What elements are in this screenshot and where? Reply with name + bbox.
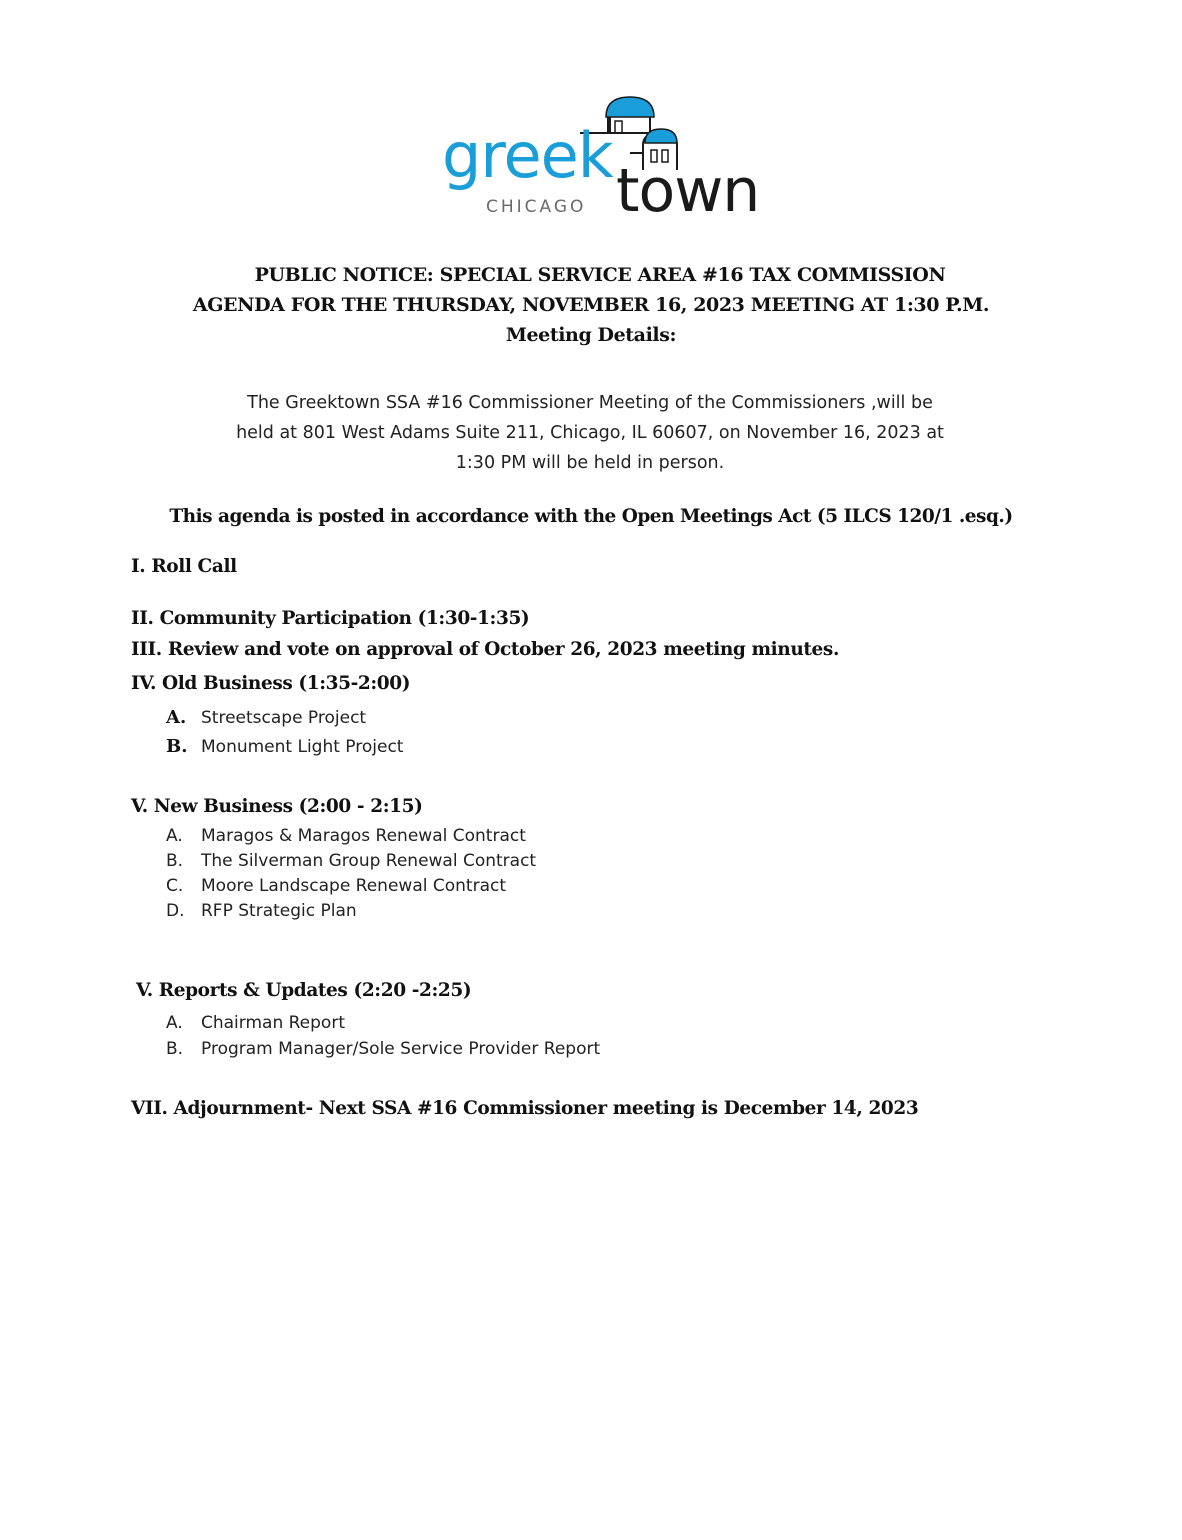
list-item — [166, 1036, 600, 1062]
item-text: The Silverman Group Renewal Contract — [201, 851, 537, 871]
item-letter: A. — [166, 1013, 183, 1033]
old-business-heading: IV. Old Business (1:35-2:00) — [131, 673, 411, 694]
adjournment-heading: VII. Adjournment- Next SSA #16 Commissioner meeting is December 14, 2023 — [131, 1098, 919, 1119]
item-letter: B. — [166, 1039, 184, 1059]
community-participation-heading: II. Community Participation (1:30-1:35) — [131, 608, 530, 629]
list-item — [166, 873, 506, 899]
item-text: Streetscape Project — [201, 708, 367, 728]
list-item — [166, 705, 366, 731]
details-line2: held at 801 West Adams Suite 211, Chicago, IL 60607, on November 16, 2023 at — [236, 423, 944, 443]
item-letter: A. — [166, 707, 187, 728]
item-text: RFP Strategic Plan — [201, 901, 357, 921]
meeting-details-heading: Meeting Details: — [505, 324, 677, 346]
list-item — [166, 734, 403, 760]
list-item — [166, 898, 357, 924]
item-letter: A. — [166, 826, 183, 846]
open-meetings-notice: This agenda is posted in accordance with the Open Meetings Act (5 ILCS 120/1 .esq.) — [169, 506, 1013, 527]
logo-chicago-text: CHICAGO — [486, 197, 587, 217]
notice-heading-line2: AGENDA FOR THE THURSDAY, NOVEMBER 16, 2023 MEETING AT 1:30 P.M. — [192, 294, 990, 316]
roll-call-heading: I. Roll Call — [131, 556, 237, 577]
list-item — [166, 823, 526, 849]
logo-town-text: town — [616, 156, 760, 226]
greektown-logo — [440, 95, 770, 225]
item-text: Chairman Report — [201, 1013, 345, 1033]
new-business-heading: V. New Business (2:00 - 2:15) — [131, 796, 423, 817]
meeting-details-paragraph — [190, 388, 990, 478]
review-minutes-heading: III. Review and vote on approval of October 26, 2023 meeting minutes. — [131, 639, 839, 660]
reports-updates-heading: V. Reports & Updates (2:20 -2:25) — [136, 980, 472, 1001]
item-letter: D. — [166, 901, 185, 921]
details-line3: 1:30 PM will be held in person. — [455, 453, 725, 473]
item-text: Monument Light Project — [201, 737, 404, 757]
item-text: Moore Landscape Renewal Contract — [201, 876, 506, 896]
item-text: Maragos & Maragos Renewal Contract — [201, 826, 526, 846]
list-item — [166, 848, 536, 874]
logo-greek-text: greek — [442, 119, 613, 192]
item-letter: B. — [166, 736, 188, 757]
list-item — [166, 1010, 345, 1036]
item-text: Program Manager/Sole Service Provider Report — [201, 1039, 601, 1059]
item-letter: B. — [166, 851, 184, 871]
item-letter: C. — [166, 876, 184, 896]
details-line1: The Greektown SSA #16 Commissioner Meeting of the Commissioners ,will be — [247, 393, 933, 413]
notice-heading-line1: PUBLIC NOTICE: SPECIAL SERVICE AREA #16 TAX COMMISSION — [254, 264, 946, 286]
